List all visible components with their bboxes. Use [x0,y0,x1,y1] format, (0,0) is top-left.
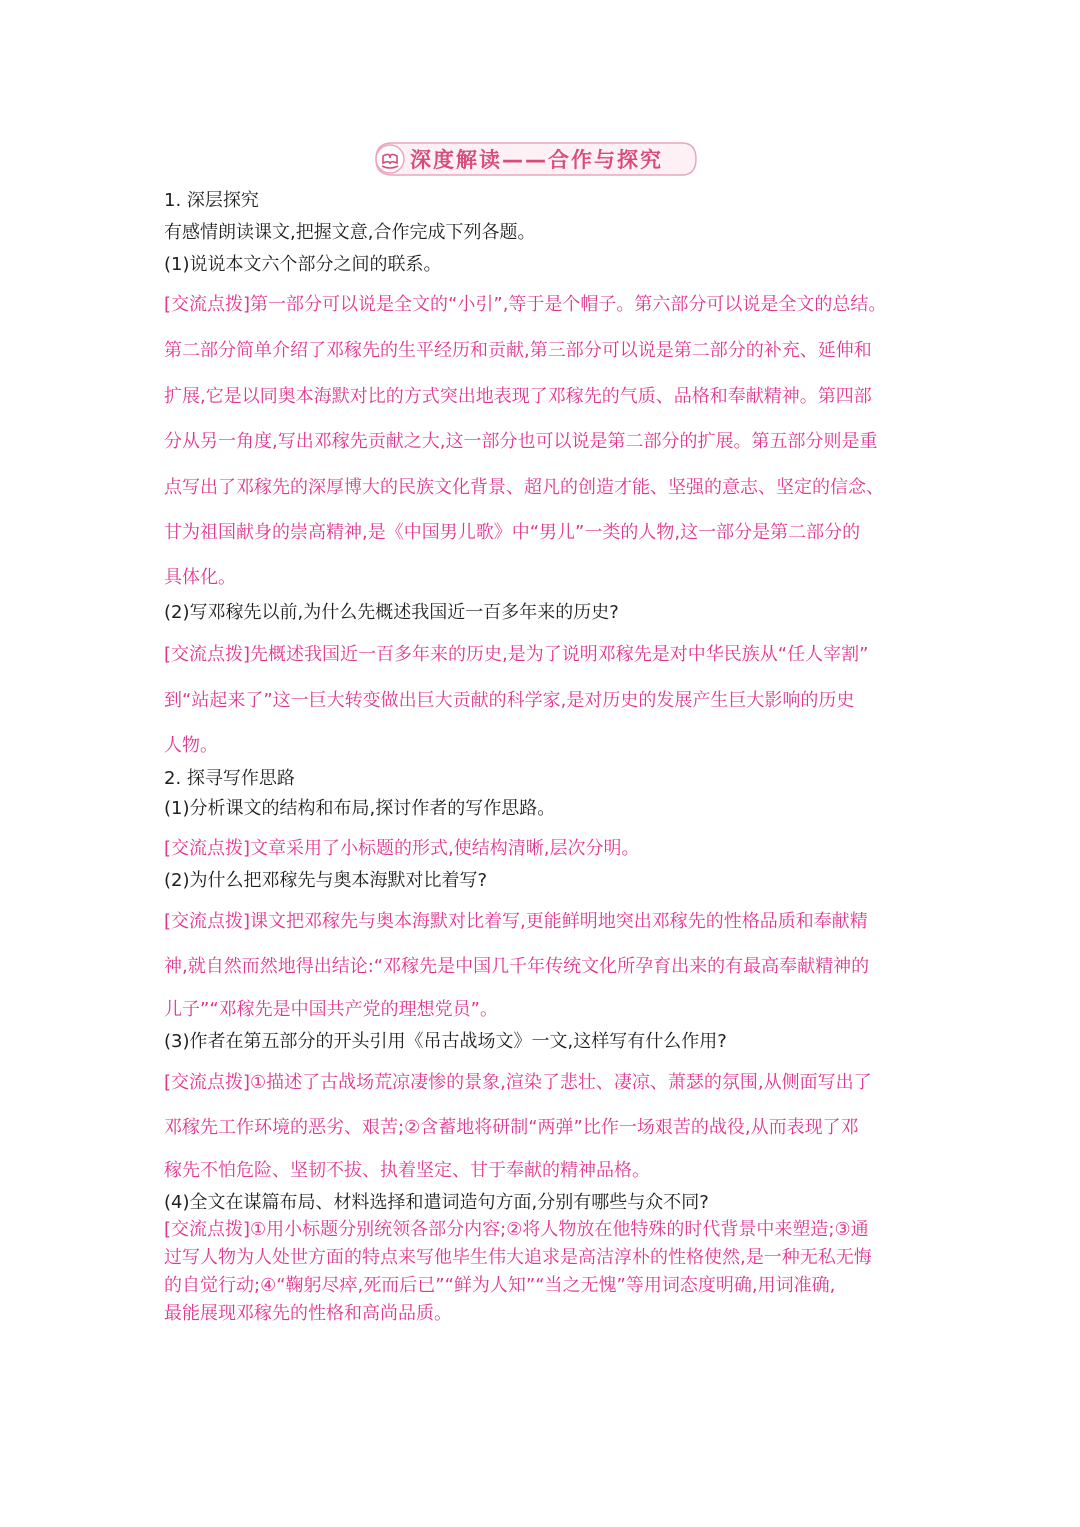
answer-1-1-line: 点写出了邓稼先的深厚博大的民族文化背景、超凡的创造才能、坚强的意志、坚定的信念、 [164,477,884,498]
answer-2-2-line: [交流点拨]课文把邓稼先与奥本海默对比着写,更能鲜明地突出邓稼先的性格品质和奉献精 [164,911,868,932]
answer-2-3-line: [交流点拨]①描述了古战场荒凉凄惨的景象,渲染了悲壮、凄凉、萧瑟的氛围,从侧面写出了 [164,1072,872,1093]
answer-1-1-line: 扩展,它是以同奥本海默对比的方式突出地表现了邓稼先的气质、品格和奉献精神。第四部 [164,386,872,407]
question-2-3: (3)作者在第五部分的开头引用《吊古战场文》一文,这样写有什么作用? [164,1031,727,1052]
answer-1-1-line: 具体化。 [164,567,236,588]
answer-1-2-line: [交流点拨]先概述我国近一百多年来的历史,是为了说明邓稼先是对中华民族从“任人宰割” [164,644,869,665]
instruction: 有感情朗读课文,把握文意,合作完成下列各题。 [164,222,536,243]
answer-1-1-line: 分从另一角度,写出邓稼先贡献之大,这一部分也可以说是第二部分的扩展。第五部分则是重 [164,431,878,452]
section-title: 深度解读——合作与探究 [410,148,663,172]
heading-deep-inquiry: 1. 深层探究 [164,190,259,211]
answer-1-1-line: 第二部分简单介绍了邓稼先的生平经历和贡献,第三部分可以说是第二部分的补充、延伸和 [164,340,872,361]
question-2-1: (1)分析课文的结构和布局,探讨作者的写作思路。 [164,798,556,819]
answer-2-2-line: 神,就自然而然地得出结论:“邓稼先是中国几千年传统文化所孕育出来的有最高奉献精神的 [164,956,870,977]
answer-2-4-line: 过写人物为人处世方面的特点来写他毕生伟大追求是高洁淳朴的性格使然,是一种无私无悔 [164,1247,872,1268]
question-2-2: (2)为什么把邓稼先与奥本海默对比着写? [164,870,488,891]
answer-1-1-line: 甘为祖国献身的崇高精神,是《中国男儿歌》中“男儿”一类的人物,这一部分是第二部分的 [164,522,861,543]
answer-2-4-line: 最能展现邓稼先的性格和高尚品质。 [164,1303,452,1324]
answer-2-1-line: [交流点拨]文章采用了小标题的形式,使结构清晰,层次分明。 [164,838,640,859]
answer-2-4-line: 的自觉行动;④“鞠躬尽瘁,死而后已”“鲜为人知”“当之无愧”等用词态度明确,用词准确, [164,1275,836,1296]
answer-1-2-line: 到“站起来了”这一巨大转变做出巨大贡献的科学家,是对历史的发展产生巨大影响的历史 [164,690,855,711]
answer-2-4-line: [交流点拨]①用小标题分别统领各部分内容;②将人物放在他特殊的时代背景中来塑造;③通 [164,1219,869,1240]
answer-2-3-line: 稼先不怕危险、坚韧不拔、执着坚定、甘于奉献的精神品格。 [164,1160,650,1181]
answer-1-1-line: [交流点拨]第一部分可以说是全文的“小引”,等于是个帽子。第六部分可以说是全文的总结。 [164,294,887,315]
answer-2-2-line: 儿子”“邓稼先是中国共产党的理想党员”。 [164,999,498,1020]
heading-writing-ideas: 2. 探寻写作思路 [164,768,295,789]
book-hand-icon [378,147,402,171]
answer-2-3-line: 邓稼先工作环境的恶劣、艰苦;②含蓄地将研制“两弹”比作一场艰苦的战役,从而表现了邓 [164,1117,859,1138]
question-1-2: (2)写邓稼先以前,为什么先概述我国近一百多年来的历史? [164,602,619,623]
answer-1-2-line: 人物。 [164,735,218,756]
question-1-1: (1)说说本文六个部分之间的联系。 [164,254,442,275]
question-2-4: (4)全文在谋篇布局、材料选择和遣词造句方面,分别有哪些与众不同? [164,1192,709,1213]
